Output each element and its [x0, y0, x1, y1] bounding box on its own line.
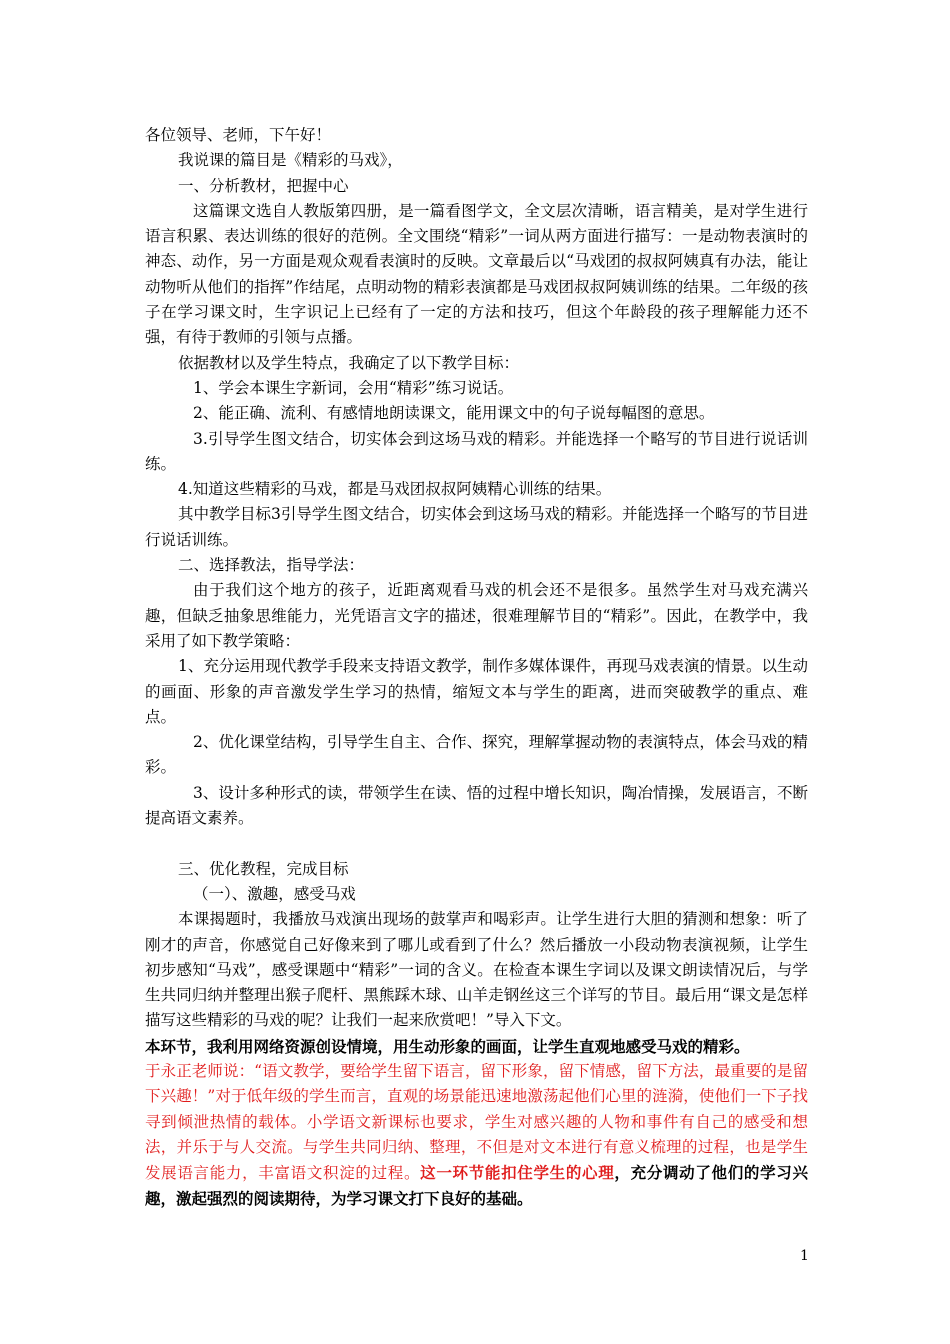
intro-line: 我说课的篇目是《精彩的马戏》， — [178, 151, 403, 170]
goal-focus: 其中教学目标3引导学生图文结合，切实体会到这场马戏的精彩。并能选择一个略写的节目进行说话训练。 — [145, 505, 808, 549]
goal-1: 1、学会本课生字新词，会用“精彩”练习说话。 — [193, 378, 514, 397]
red-bold-phrase: 这一环节能扣住学生的心理 — [420, 1163, 615, 1183]
strategy-3: 3、设计多种形式的读，带领学生在读、悟的过程中增长知识，陶冶情操，发展语言，不断提高语文素养。 — [145, 783, 808, 828]
strategy-2: 2、优化课堂结构，引导学生自主、合作、探究，理解掌握动物的表演特点，体会马戏的精彩。 — [145, 733, 808, 777]
section3-heading: 三、优化教程，完成目标 — [178, 859, 349, 878]
page-number: 1 — [800, 1248, 809, 1264]
goal-3: 3.引导学生图文结合，切实体会到这场马戏的精彩。并能选择一个略写的节目进行说话训练。 — [145, 429, 808, 473]
goals-intro: 依据教材以及学生特点，我确定了以下教学目标： — [178, 353, 520, 372]
red-quote: 于永正老师说：“语文教学，要给学生留下语言，留下形象，留下情感，留下方法，最重要的是留下兴趣！”对于低年级的学生而言，直观的场景能迅速地激荡起他们心里的涟漪，使他们一下子找寻到倾泄热情的载体。小学语文新课标也要求，学生对感兴趣的人物和事件有自己的感受和想法，并乐于与人交流。与学生共同归纳、整理，不但是对文本进行有意义梳理的过程，也是学生发展语言能力，丰富语文积淀的过程。 — [145, 1061, 808, 1183]
section1-heading: 一、分析教材，把握中心 — [178, 176, 349, 195]
section2-heading: 二、选择教法，指导学法： — [178, 556, 365, 575]
strategy-1: 1、充分运用现代教学手段来支持语文教学，制作多媒体课件，再现马戏表演的情景。以生动的画面、形象的声音激发学生学习的热情，缩短文本与学生的距离，进而突破教学的重点、难点。 — [145, 657, 808, 726]
goal-2: 2、能正确、流利、有感情地朗读课文，能用课文中的句子说每幅图的意思。 — [193, 404, 715, 423]
subsection1-paragraph: 本课揭题时，我播放马戏演出现场的鼓掌声和喝彩声。让学生进行大胆的猜测和想象：听了刚才的声音，你感觉自己好像来到了哪儿或看到了什么？然后播放一小段动物表演视频，让学生初步感知“马戏”，感受课题中“精彩”一词的含义。在检查本课生字词以及课文朗读情况后，与学生共同归纳并整理出猴子爬杆、黑熊踩木球、山羊走钢丝这三个详写的节目。最后用“课文是怎样描写这些精彩的马戏的呢？让我们一起来欣赏吧！”导入下文。 — [145, 910, 808, 1030]
goal-4: 4.知道这些精彩的马戏，都是马戏团叔叔阿姨精心训练的结果。 — [178, 480, 612, 499]
subsection1-heading: （一）、激趣，感受马戏 — [193, 884, 356, 903]
bold-ending: ，充分调动了他们的学习兴趣，激起强烈的阅读期待，为学习课文打下良好的基础。 — [145, 1163, 808, 1209]
closing-paragraph — [145, 1059, 808, 1213]
blank-line — [145, 831, 808, 856]
greeting: 各位领导、老师，下午好！ — [145, 126, 332, 144]
bold-summary: 本环节，我利用网络资源创设情境，用生动形象的画面，让学生直观地感受马戏的精彩。 — [145, 1036, 750, 1056]
section1-paragraph: 这篇课文选自人教版第四册，是一篇看图学文，全文层次清晰，语言精美，是对学生进行语言积累、表达训练的很好的范例。全文围绕“精彩”一词从两方面进行描写：一是动物表演时的神态、动作，另一方面是观众观看表演时的反映。文章最后以“马戏团的叔叔阿姨真有办法，能让动物听从他们的指挥”作结尾，点明动物的精彩表演都是马戏团叔叔阿姨训练的结果。二年级的孩子在学习课文时，生字识记上已经有了一定的方法和技巧，但这个年龄段的孩子理解能力还不强，有待于教师的引领与点播。 — [145, 201, 808, 347]
document-body — [145, 123, 808, 1213]
section2-paragraph: 由于我们这个地方的孩子，近距离观看马戏的机会还不是很多。虽然学生对马戏充满兴趣，但缺乏抽象思维能力，光凭语言文字的描述，很难理解节目的“精彩”。因此，在教学中，我采用了如下教学策略： — [145, 581, 808, 650]
